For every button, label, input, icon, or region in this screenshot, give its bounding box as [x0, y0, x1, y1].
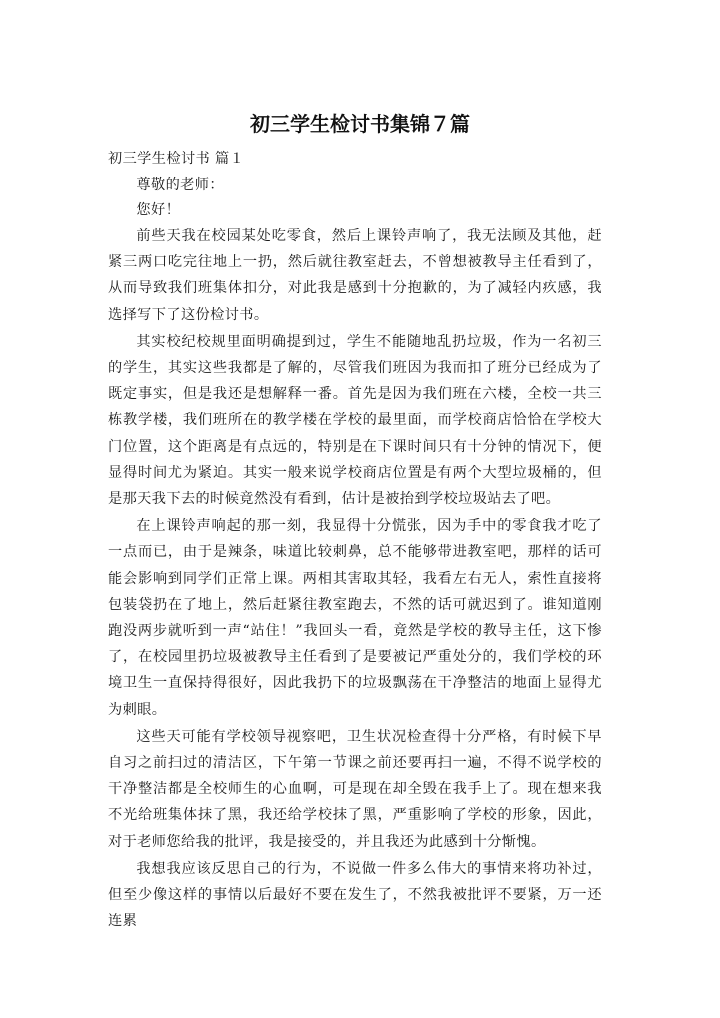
- paragraph: 在上课铃声响起的那一刻，我显得十分慌张，因为手中的零食我才吃了一点而已，由于是辣条，味道比较刺鼻，总不能够带进教室吧，那样的话可能会影响到同学们正常上课。两相其害取其轻，我看左右无人，索性直接将包装袋扔在了地上，然后赶紧往教室跑去，不然的话可就迟到了。谁知道刚跑没两步就听到一声“站住！”我回头一看，竟然是学校的教导主任，这下惨了，在校园里扔垃圾被教导主任看到了是要被记严重处分的，我们学校的环境卫生一直保持得很好，因此我扔下的垃圾飘荡在干净整洁的地面上显得尤为刺眼。: [108, 518, 602, 718]
- paragraph: 我想我应该反思自己的行为，不说做一件多么伟大的事情来将功补过，但至少像这样的事情以后最好不要在发生了，不然我被批评不要紧，万一还连累: [108, 860, 602, 930]
- document-body: [108, 147, 602, 935]
- paragraph: 这些天可能有学校领导视察吧，卫生状况检查得十分严格，有时候下早自习之前扫过的清洁区，下午第一节课之前还要再扫一遍，不得不说学校的干净整洁都是全校师生的心血啊，可是现在却全毁在我手上了。现在想来我不光给班集体抹了黑，我还给学校抹了黑，严重影响了学校的形象，因此，对于老师您给我的批评，我是接受的，并且我还为此感到十分惭愧。: [108, 728, 602, 850]
- salutation: 尊敬的老师：: [136, 177, 224, 193]
- section-heading: 初三学生检讨书 篇１: [108, 151, 245, 167]
- document-title: 初三学生检讨书集锦７篇: [250, 112, 470, 136]
- greeting: 您好！: [136, 202, 181, 218]
- paragraph: 其实校纪校规里面明确提到过，学生不能随地乱扔垃圾，作为一名初三的学生，其实这些我都是了解的，尽管我们班因为我而扣了班分已经成为了既定事实，但是我还是想解释一番。首先是因为我们班在六楼，全校一共三栋教学楼，我们班所在的教学楼在学校的最里面，而学校商店恰恰在学校大门位置，这个距离是有点远的，特别是在下课时间只有十分钟的情况下，便显得时间尤为紧迫。其实一般来说学校商店位置是有两个大型垃圾桶的，但是那天我下去的时候竟然没有看到，估计是被抬到学校垃圾站去了吧。: [108, 333, 602, 508]
- paragraph: 前些天我在校园某处吃零食，然后上课铃声响了，我无法顾及其他，赶紧三两口吃完往地上一扔，然后就往教室赶去，不曾想被教导主任看到了，从而导致我们班集体扣分，对此我是感到十分抱歉的，为了减轻内疚感，我选择写下了这份检讨书。: [108, 228, 602, 323]
